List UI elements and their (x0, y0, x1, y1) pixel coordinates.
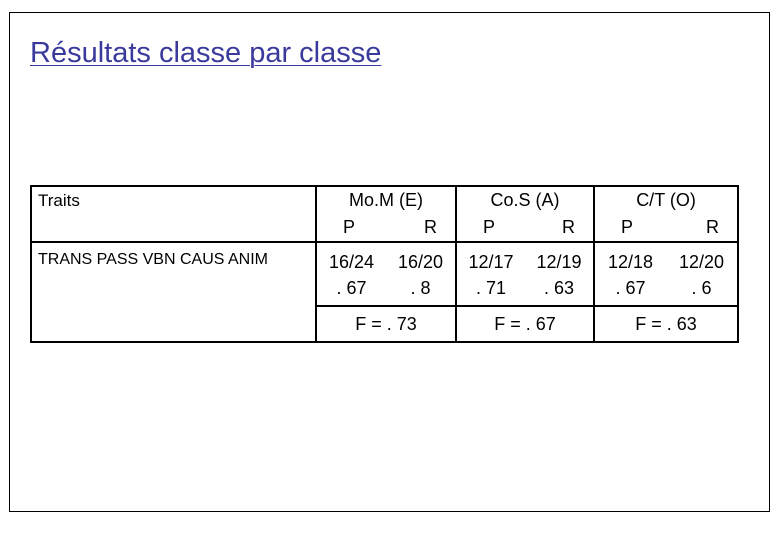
trait-list: TRANS PASS VBN CAUS ANIM (31, 242, 316, 342)
group-name: Mo.M (E) (349, 190, 423, 210)
r-rate: . 63 (543, 278, 575, 298)
f-score: F = . 67 (494, 314, 556, 334)
table-cell (594, 242, 666, 306)
r-value: 12/19 (536, 252, 582, 272)
group-header-mom (316, 186, 456, 242)
table-cell (666, 242, 738, 306)
p-value: 16/24 (328, 252, 375, 272)
table-cell (525, 242, 594, 306)
f-score-ct (594, 306, 738, 342)
p-value: 12/18 (607, 252, 654, 272)
r-value: 16/20 (397, 252, 444, 272)
group-header-cos (456, 186, 594, 242)
r-label: R (562, 217, 576, 237)
group-name: Co.S (A) (490, 190, 560, 210)
r-label: R (706, 217, 720, 237)
p-rate: . 67 (615, 278, 646, 298)
table-cell (456, 242, 525, 306)
table-cell (386, 242, 456, 306)
slide (9, 12, 770, 512)
results-table (30, 185, 739, 343)
group-name: C/T (O) (636, 190, 696, 210)
f-score: F = . 63 (635, 314, 697, 334)
f-score: F = . 73 (355, 314, 417, 334)
r-label: R (424, 217, 437, 237)
p-label: P (343, 217, 356, 237)
slide-title: Résultats classe par classe (30, 37, 382, 69)
r-rate: . 6 (691, 278, 712, 298)
p-rate: . 67 (336, 278, 367, 298)
p-rate: . 71 (475, 278, 507, 298)
value-row (31, 242, 738, 306)
traits-header: Traits (31, 186, 316, 242)
p-label: P (483, 217, 496, 237)
p-label: P (621, 217, 634, 237)
table-cell (316, 242, 386, 306)
p-value: 12/17 (468, 252, 514, 272)
r-value: 12/20 (679, 252, 725, 272)
f-score-cos (456, 306, 594, 342)
r-rate: . 8 (410, 278, 431, 298)
f-score-mom (316, 306, 456, 342)
header-row (31, 186, 738, 242)
group-header-ct (594, 186, 738, 242)
